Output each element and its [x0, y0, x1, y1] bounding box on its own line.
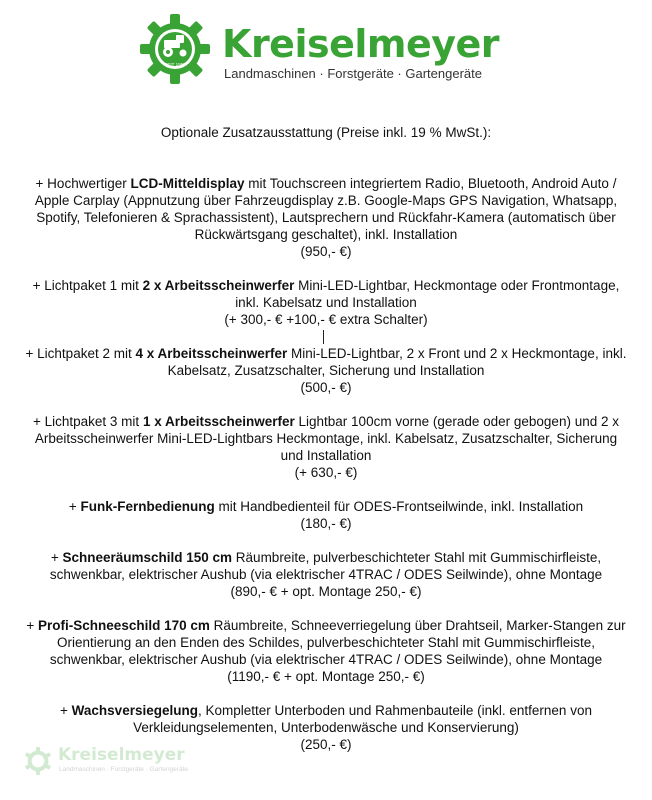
option-price: (950,- €) [300, 244, 352, 259]
option-lichtpaket-1 [24, 277, 628, 328]
option-description: Räumbreite, pulverbeschichteter Stahl mit Gummischirfleiste, schwenkbar, elektrischer Aushub (via elektrischer 4TRAC / ODES Seilwinde), ohne Montage [49, 550, 603, 582]
option-title: LCD-Mitteldisplay [130, 176, 245, 191]
option-description: mit Handbedienteil für ODES-Frontseilwinde, inkl. Installation [214, 499, 584, 514]
option-price: (500,- €) [300, 380, 352, 395]
option-description: Mini-LED-Lightbar, 2 x Front und 2 x Heckmontage, inkl. Kabelsatz, Zusatzschalter, Sicherung und Installation [167, 346, 627, 378]
watermark-tagline: Landmaschinen · Forstgeräte · Gartengeräte [59, 766, 188, 773]
option-title: 1 x Arbeitsscheinwerfer [142, 414, 295, 429]
option-title: 2 x Arbeitsscheinwerfer [142, 278, 295, 293]
option-lichtpaket-3 [24, 413, 628, 481]
logo-badge: SEIT 1957 [164, 62, 186, 67]
gear-logo-icon [140, 14, 210, 84]
option-prefix: + Lichtpaket 1 mit [32, 278, 143, 293]
option-title: Funk-Fernbedienung [80, 499, 215, 514]
brand-tagline: Landmaschinen · Forstgeräte · Gartengeräte [224, 66, 482, 81]
options-list [24, 124, 628, 770]
option-price: (250,- €) [300, 737, 352, 752]
brand-header [140, 14, 520, 90]
option-description: mit Touchscreen integriertem Radio, Bluetooth, Android Auto / Apple Carplay (Appnutzung über Fahrzeugdisplay z.B. Google-Maps GPS Navigation, Whatsapp, Spotify, Telefonieren & Sprachassistent), Lautsprechern und Rückfahr-Kamera (automatisch über Rückwärtsgang geschaltet), inkl. Installation [34, 176, 618, 242]
option-description: Räumbreite, Schneeverriegelung über Drahtseil, Marker-Stangen zur Orientierung an den Enden des Schildes, pulverbeschichteter Stahl mit Gummischirfleiste, schwenkbar, elektrischer Aushub (via elektrischer 4TRAC / ODES Seilwinde), ohne Montage [49, 618, 626, 667]
option-price: (180,- €) [300, 516, 352, 531]
option-funk-fernbedienung [24, 498, 628, 532]
option-profi-schneeschild [24, 617, 628, 685]
brand-watermark [24, 745, 194, 779]
option-price: (1190,- € + opt. Montage 250,- €) [227, 669, 425, 684]
option-title: Profi-Schneeschild 170 cm [38, 618, 210, 633]
option-lichtpaket-2 [24, 345, 628, 396]
intro-text: Optionale Zusatzausstattung (Preise inkl. 19 % MwSt.): [160, 125, 492, 140]
option-description: Lightbar 100cm vorne (gerade oder gebogen) und 2 x Arbeitsscheinwerfer Mini-LED-Lightbars Heckmontage, inkl. Kabelsatz, Zusatzschalter, Sicherung und Installation [34, 414, 619, 463]
option-prefix: + [50, 550, 63, 565]
option-prefix: + Lichtpaket 3 mit [33, 414, 143, 429]
option-prefix: + Lichtpaket 2 mit [25, 346, 136, 361]
option-title: Schneeräumschild 150 cm [62, 550, 233, 565]
option-schneeraeumschild [24, 549, 628, 600]
text-cursor-mark [323, 330, 324, 344]
option-title: 4 x Arbeitsscheinwerfer [135, 346, 288, 361]
option-prefix: + [68, 499, 81, 514]
option-title: Wachsversiegelung [71, 703, 198, 718]
option-prefix: + [60, 703, 72, 718]
option-description: Mini-LED-Lightbar, Heckmontage oder Frontmontage, inkl. Kabelsatz und Installation [235, 278, 620, 310]
watermark-brand-name: Kreiselmeyer [58, 745, 185, 765]
watermark-gear-icon [24, 747, 52, 775]
option-price: (890,- € + opt. Montage 250,- €) [230, 584, 422, 599]
option-price: (+ 300,- € +100,- € extra Schalter) [224, 312, 428, 327]
option-prefix: + Hochwertiger [35, 176, 131, 191]
option-description: , Kompletter Unterboden und Rahmenbauteile (inkl. entfernen von Verkleidungselementen, Unterbodenwäsche und Konservierung) [133, 703, 592, 735]
option-prefix: + [26, 618, 39, 633]
option-price: (+ 630,- €) [294, 465, 358, 480]
option-lcd-display [24, 175, 628, 260]
brand-name: Kreiselmeyer [222, 22, 500, 66]
